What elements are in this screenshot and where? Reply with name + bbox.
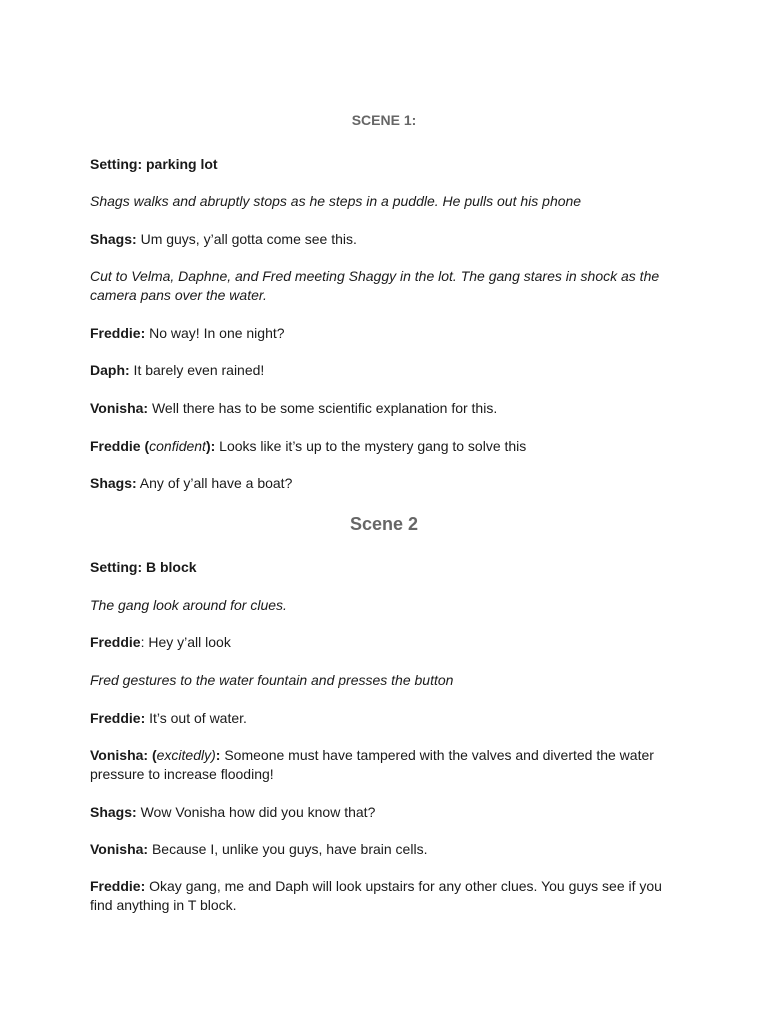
scene-2-direction-2: Fred gestures to the water fountain and presses the button (90, 672, 454, 688)
scene-1-dialogue-4 (90, 399, 670, 418)
speaker: Freddie ( (90, 438, 150, 454)
scene-2-direction-1: The gang look around for clues. (90, 597, 287, 613)
dialogue-text: Um guys, y’all gotta come see this. (136, 231, 357, 247)
speaker: Freddie (90, 634, 141, 650)
dialogue-text: Wow Vonisha how did you know that? (136, 804, 376, 820)
speaker: Daph: (90, 362, 130, 378)
dialogue-text: Looks like it’s up to the mystery gang to solve this (215, 438, 527, 454)
scene-2-heading: Scene 2 (349, 514, 419, 534)
speaker-close: ): (205, 438, 216, 454)
scene-1-dialogue-3 (90, 361, 670, 380)
scene-2-setting: Setting: B block (90, 559, 197, 575)
scene-1-setting: Setting: parking lot (90, 156, 218, 172)
speaker: Freddie: (90, 325, 146, 341)
dialogue-text: Okay gang, me and Daph will look upstairs for any other clues. You guys see if you find anything in T block. (90, 878, 662, 913)
speaker: Shags: (90, 231, 137, 247)
dialogue-text: Someone must have tampered with the valves and diverted the water pressure to increase flooding! (90, 747, 654, 782)
scene-1-direction-1: Shags walks and abruptly stops as he steps in a puddle. He pulls out his phone (90, 193, 582, 209)
scene-2-dialogue-2 (90, 709, 670, 728)
dialogue-text: : Hey y’all look (140, 634, 231, 650)
stage-direction: excitedly) (156, 747, 216, 763)
stage-direction: confident (149, 438, 206, 454)
scene-1-direction-2: Cut to Velma, Daphne, and Fred meeting Shaggy in the lot. The gang stares in shock as the camera pans over the water. (90, 268, 660, 303)
speaker-close: : (215, 747, 221, 763)
dialogue-text: It’s out of water. (145, 710, 247, 726)
speaker: Vonisha: (90, 841, 149, 857)
scene-1-dialogue-1 (90, 230, 670, 249)
dialogue-text: Because I, unlike you guys, have brain cells. (148, 841, 428, 857)
scene-1-dialogue-2 (90, 324, 670, 343)
scene-2-dialogue-4 (90, 803, 670, 822)
speaker: Vonisha: (90, 400, 149, 416)
scene-1-dialogue-6 (90, 474, 670, 493)
speaker: Vonisha: ( (90, 747, 157, 763)
scene-1-dialogue-5 (90, 437, 670, 456)
dialogue-text: It barely even rained! (129, 362, 265, 378)
speaker: Shags: (90, 804, 137, 820)
scene-2-dialogue-5 (90, 840, 670, 859)
scene-2-dialogue-1 (90, 633, 670, 652)
dialogue-text: Well there has to be some scientific explanation for this. (148, 400, 498, 416)
scene-2-dialogue-6 (90, 877, 670, 915)
speaker: Shags: (90, 475, 137, 491)
scene-2-dialogue-3 (90, 746, 670, 784)
speaker: Freddie: (90, 878, 146, 894)
dialogue-text: Any of y’all have a boat? (136, 475, 293, 491)
speaker: Freddie: (90, 710, 146, 726)
scene-1-heading: SCENE 1: (351, 112, 417, 128)
dialogue-text: No way! In one night? (145, 325, 285, 341)
